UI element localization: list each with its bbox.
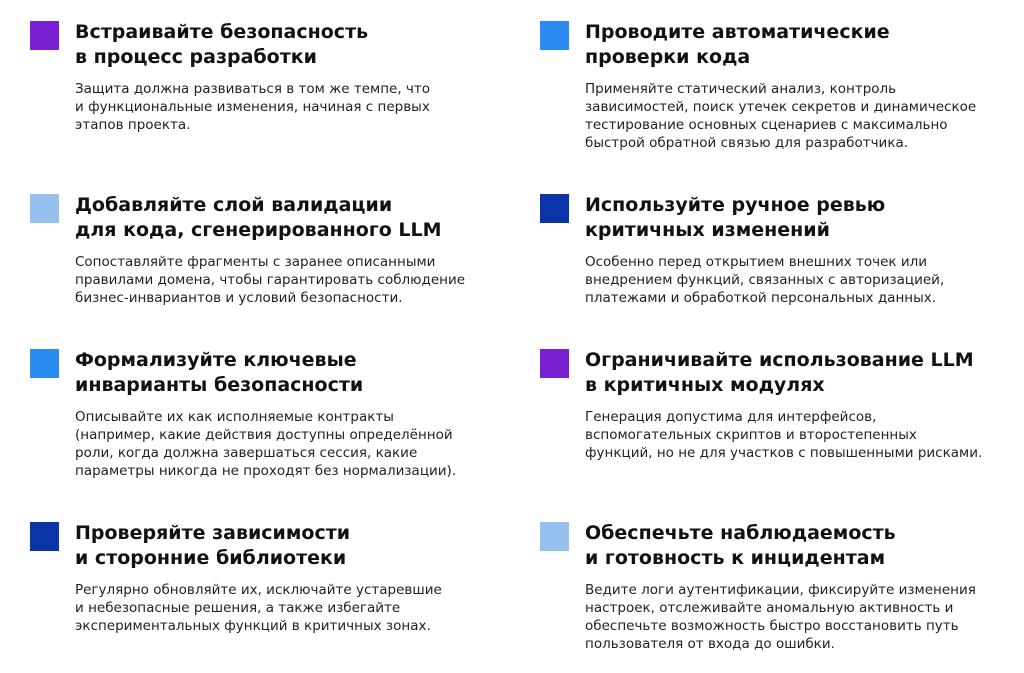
recommendation-item bbox=[30, 521, 540, 671]
recommendation-title: Проверяйте зависимости и сторонние библиотеки bbox=[75, 522, 351, 569]
square-marker-icon bbox=[540, 522, 569, 551]
recommendation-description: Сопоставляйте фрагменты с заранее описанными правилами домена, чтобы гарантировать соблюдение бизнес-инвариантов и условий безопасности. bbox=[75, 254, 466, 306]
recommendations-grid bbox=[30, 20, 1010, 671]
square-marker-icon bbox=[30, 349, 59, 378]
square-marker-icon bbox=[30, 194, 59, 223]
square-marker-icon bbox=[30, 21, 59, 50]
recommendation-body bbox=[585, 348, 1010, 462]
recommendation-title: Ограничивайте использование LLM в критичных модулях bbox=[585, 349, 974, 396]
recommendation-item bbox=[30, 348, 540, 521]
recommendation-body bbox=[75, 521, 540, 635]
recommendation-body bbox=[585, 20, 1010, 152]
recommendation-description: Защита должна развиваться в том же темпе, что и функциональные изменения, начиная с первых этапов проекта. bbox=[75, 81, 431, 133]
recommendation-body bbox=[75, 20, 540, 134]
recommendation-description: Описывайте их как исполняемые контракты (например, какие действия доступны определённой роли, когда должна завершаться сессия, какие параметры никогда не проходят без нормализации). bbox=[75, 409, 457, 479]
recommendation-title: Формализуйте ключевые инварианты безопасности bbox=[75, 349, 364, 396]
recommendation-item bbox=[540, 193, 1010, 348]
recommendation-item bbox=[30, 20, 540, 193]
recommendation-item bbox=[540, 348, 1010, 521]
recommendation-description: Ведите логи аутентификации, фиксируйте изменения настроек, отслеживайте аномальную активность и обеспечьте возможность быстро восстановить путь пользователя от входа до ошибки. bbox=[585, 582, 976, 652]
square-marker-icon bbox=[540, 21, 569, 50]
recommendation-description: Особенно перед открытием внешних точек или внедрением функций, связанных с авторизацией, платежами и обработкой персональных данных. bbox=[585, 254, 945, 306]
square-marker-icon bbox=[540, 349, 569, 378]
recommendation-title: Проводите автоматические проверки кода bbox=[585, 21, 890, 68]
recommendation-title: Добавляйте слой валидации для кода, сгенерированного LLM bbox=[75, 194, 442, 241]
recommendation-item bbox=[540, 521, 1010, 671]
recommendation-body bbox=[75, 348, 540, 480]
square-marker-icon bbox=[30, 522, 59, 551]
square-marker-icon bbox=[540, 194, 569, 223]
recommendation-body bbox=[585, 193, 1010, 307]
recommendation-title: Встраивайте безопасность в процесс разработки bbox=[75, 21, 369, 68]
recommendation-title: Используйте ручное ревью критичных изменений bbox=[585, 194, 886, 241]
recommendation-description: Применяйте статический анализ, контроль зависимостей, поиск утечек секретов и динамическое тестирование основных сценариев с максимально быстрой обратной связью для разработчика. bbox=[585, 81, 977, 151]
recommendation-body bbox=[75, 193, 540, 307]
recommendation-description: Регулярно обновляйте их, исключайте устаревшие и небезопасные решения, а также избегайте экспериментальных функций в критичных зонах. bbox=[75, 582, 442, 634]
recommendation-item bbox=[540, 20, 1010, 193]
recommendation-body bbox=[585, 521, 1010, 653]
recommendation-title: Обеспечьте наблюдаемость и готовность к инцидентам bbox=[585, 522, 896, 569]
recommendation-description: Генерация допустима для интерфейсов, вспомогательных скриптов и второстепенных функций, но не для участков с повышенными рисками. bbox=[585, 409, 983, 461]
recommendation-item bbox=[30, 193, 540, 348]
